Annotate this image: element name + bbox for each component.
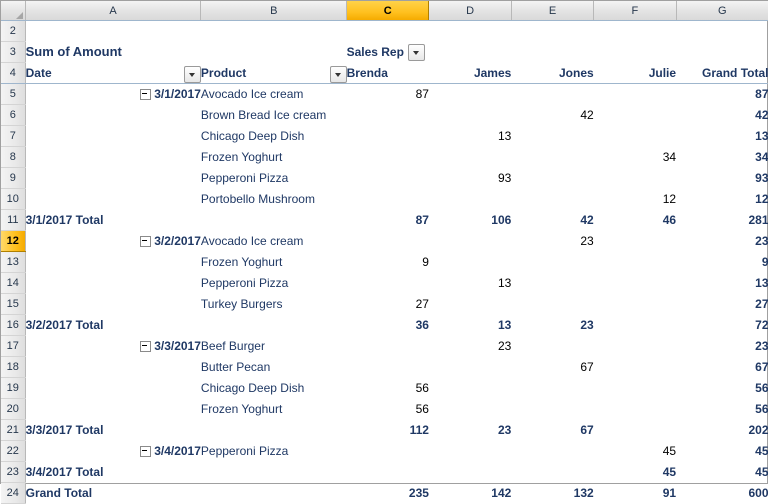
column-header-label-3: Julie <box>594 63 676 84</box>
value-cell-7-4: 13 <box>755 129 768 143</box>
row-field-date-label: Date <box>25 66 52 80</box>
product-cell-13: Frozen Yoghurt <box>200 255 283 269</box>
value-cell-15-4: 27 <box>755 297 768 311</box>
sheet-row-24 <box>1 483 768 504</box>
select-all-corner[interactable] <box>1 1 25 21</box>
value-cell-20-2 <box>511 399 593 420</box>
value-cell-20-3 <box>594 399 676 420</box>
sheet-row-3 <box>1 42 768 63</box>
value-cell-17-4: 23 <box>755 339 768 353</box>
value-cell-24-3: 91 <box>594 483 676 504</box>
collapse-toggle-22[interactable] <box>140 446 151 457</box>
sheet-row-15 <box>1 294 768 315</box>
collapse-toggle-12[interactable] <box>140 236 151 247</box>
product-cell-19: Chicago Deep Dish <box>200 381 305 395</box>
value-cell-19-4: 56 <box>755 381 768 395</box>
collapse-toggle-5[interactable] <box>140 89 151 100</box>
row-header-10[interactable]: 10 <box>1 189 25 210</box>
value-cell-5-3 <box>594 84 676 105</box>
column-header-D[interactable]: D <box>429 1 511 21</box>
date-cell-13 <box>25 252 201 273</box>
value-cell-8-4: 34 <box>755 150 768 164</box>
value-cell-16-2: 23 <box>511 315 593 336</box>
value-cell-16-4: 72 <box>676 315 768 336</box>
value-cell-7-2 <box>511 126 593 147</box>
date-cell-7 <box>25 126 201 147</box>
value-cell-6-4: 42 <box>755 108 768 122</box>
value-cell-17-1: 23 <box>497 339 512 353</box>
value-cell-7-0 <box>347 126 429 147</box>
value-cell-13-2 <box>511 252 593 273</box>
empty-cell <box>201 21 347 42</box>
value-cell-10-1 <box>429 189 511 210</box>
row-header-5[interactable]: 5 <box>1 84 25 105</box>
value-cell-11-4: 281 <box>676 210 768 231</box>
value-cell-10-4: 12 <box>755 192 768 206</box>
sheet-row-7 <box>1 126 768 147</box>
value-cell-11-3: 46 <box>594 210 676 231</box>
product-cell-21 <box>201 420 347 441</box>
product-cell-22: Pepperoni Pizza <box>200 444 289 458</box>
product-cell-16 <box>201 315 347 336</box>
row-header-21[interactable]: 21 <box>1 420 25 441</box>
row-field-date-header <box>25 63 201 84</box>
value-cell-23-4: 45 <box>676 462 768 483</box>
column-header-row <box>1 1 768 21</box>
value-cell-5-4: 87 <box>755 87 768 101</box>
value-cell-17-2 <box>511 336 593 357</box>
sheet-row-13 <box>1 252 768 273</box>
date-cell-9 <box>25 168 201 189</box>
sheet-row-19 <box>1 378 768 399</box>
date-label-22: 3/4/2017 <box>154 444 201 458</box>
value-cell-18-1 <box>429 357 511 378</box>
row-header-15[interactable]: 15 <box>1 294 25 315</box>
sheet-row-5 <box>1 84 768 105</box>
row-header-11[interactable]: 11 <box>1 210 25 231</box>
row-header-12[interactable]: 12 <box>1 231 25 252</box>
product-cell-5: Avocado Ice cream <box>200 87 304 101</box>
column-header-G[interactable]: G <box>676 1 768 21</box>
value-cell-11-0: 87 <box>347 210 429 231</box>
sheet-row-4 <box>1 63 768 84</box>
worksheet-grid <box>1 1 768 504</box>
row-header-8[interactable]: 8 <box>1 147 25 168</box>
value-cell-8-1 <box>429 147 511 168</box>
value-cell-17-3 <box>594 336 676 357</box>
value-cell-6-2: 42 <box>580 108 594 122</box>
value-cell-15-1 <box>429 294 511 315</box>
value-cell-24-4: 600 <box>676 483 768 504</box>
product-cell-23 <box>201 462 347 483</box>
subtotal-label-21: 3/3/2017 Total <box>25 420 201 441</box>
date-cell-8 <box>25 147 201 168</box>
value-cell-9-0 <box>347 168 429 189</box>
value-cell-8-0 <box>347 147 429 168</box>
value-cell-14-3 <box>594 273 676 294</box>
value-cell-5-1 <box>429 84 511 105</box>
value-cell-20-0: 56 <box>415 402 429 416</box>
row-header-6[interactable]: 6 <box>1 105 25 126</box>
empty-cell <box>429 42 511 63</box>
row-header-14[interactable]: 14 <box>1 273 25 294</box>
value-cell-16-0: 36 <box>347 315 429 336</box>
value-cell-10-2 <box>511 189 593 210</box>
column-header-label-0: Brenda <box>347 63 429 84</box>
subtotal-label-23: 3/4/2017 Total <box>25 462 201 483</box>
value-cell-6-1 <box>429 105 511 126</box>
row-header-19[interactable]: 19 <box>1 378 25 399</box>
product-cell-17: Beef Burger <box>200 339 265 353</box>
date-cell-20 <box>25 399 201 420</box>
row-header-4[interactable]: 4 <box>1 63 25 84</box>
empty-cell <box>594 42 676 63</box>
date-cell-10 <box>25 189 201 210</box>
sheet-row-11 <box>1 210 768 231</box>
value-cell-13-3 <box>594 252 676 273</box>
column-header-F[interactable]: F <box>594 1 676 21</box>
value-cell-24-2: 132 <box>511 483 593 504</box>
value-cell-23-0 <box>347 462 429 483</box>
date-cell-17 <box>25 336 201 357</box>
sheet-row-9 <box>1 168 768 189</box>
value-cell-14-2 <box>511 273 593 294</box>
empty-cell <box>347 21 429 42</box>
product-cell-6: Brown Bread Ice cream <box>200 108 327 122</box>
product-cell-15: Turkey Burgers <box>200 297 283 311</box>
value-cell-12-1 <box>429 231 511 252</box>
column-field-label: Sales Rep <box>346 45 404 59</box>
sheet-row-22 <box>1 441 768 462</box>
empty-cell <box>511 42 593 63</box>
row-header-2[interactable]: 2 <box>1 21 25 42</box>
value-cell-9-4: 93 <box>755 171 768 185</box>
product-cell-11 <box>201 210 347 231</box>
value-cell-12-2: 23 <box>580 234 594 248</box>
row-header-22[interactable]: 22 <box>1 441 25 462</box>
product-cell-20: Frozen Yoghurt <box>200 402 283 416</box>
column-header-E[interactable]: E <box>511 1 593 21</box>
corner-triangle-icon <box>16 12 23 19</box>
empty-cell <box>676 42 768 63</box>
product-cell-7: Chicago Deep Dish <box>200 129 305 143</box>
value-cell-22-2 <box>511 441 593 462</box>
column-header-C[interactable]: C <box>347 1 429 21</box>
row-header-20[interactable]: 20 <box>1 399 25 420</box>
sheet-row-14 <box>1 273 768 294</box>
value-cell-19-2 <box>511 378 593 399</box>
pivot-title-cell: Sum of Amount <box>25 44 122 59</box>
date-cell-15 <box>25 294 201 315</box>
row-header-16[interactable]: 16 <box>1 315 25 336</box>
date-cell-6 <box>25 105 201 126</box>
value-cell-23-1 <box>429 462 511 483</box>
product-cell-9: Pepperoni Pizza <box>200 171 289 185</box>
value-cell-22-3: 45 <box>662 444 677 458</box>
value-cell-23-2 <box>511 462 593 483</box>
value-cell-18-2: 67 <box>580 360 594 374</box>
value-cell-13-0: 9 <box>422 255 429 269</box>
value-cell-19-0: 56 <box>415 381 429 395</box>
column-header-A[interactable]: A <box>25 1 201 21</box>
value-cell-13-1 <box>429 252 511 273</box>
value-cell-11-2: 42 <box>511 210 593 231</box>
value-cell-9-2 <box>511 168 593 189</box>
row-field-product-header <box>201 63 347 84</box>
value-cell-18-0 <box>347 357 429 378</box>
value-cell-7-3 <box>594 126 676 147</box>
date-cell-18 <box>25 357 201 378</box>
date-cell-12 <box>25 231 201 252</box>
value-cell-6-3 <box>594 105 676 126</box>
column-field-box <box>347 44 425 60</box>
row-header-3[interactable]: 3 <box>1 42 25 63</box>
product-cell-8: Frozen Yoghurt <box>200 150 283 164</box>
value-cell-15-3 <box>594 294 676 315</box>
row-header-7[interactable]: 7 <box>1 126 25 147</box>
column-header-B[interactable]: B <box>201 1 347 21</box>
value-cell-21-0: 112 <box>347 420 429 441</box>
subtotal-label-16: 3/2/2017 Total <box>25 315 201 336</box>
row-header-23[interactable]: 23 <box>1 462 25 483</box>
column-header-label-2: Jones <box>511 63 593 84</box>
date-cell-5 <box>25 84 201 105</box>
date-cell-19 <box>25 378 201 399</box>
subtotal-label-11: 3/1/2017 Total <box>25 210 201 231</box>
column-field-filter-button[interactable] <box>408 44 425 61</box>
value-cell-21-4: 202 <box>676 420 768 441</box>
value-cell-6-0 <box>347 105 429 126</box>
value-cell-18-4: 67 <box>755 360 768 374</box>
collapse-toggle-17[interactable] <box>140 341 151 352</box>
date-filter-button[interactable] <box>184 66 201 83</box>
selected-cell-C12[interactable] <box>347 231 429 252</box>
value-cell-11-1: 106 <box>429 210 511 231</box>
sheet-row-2 <box>1 21 768 42</box>
row-header-18[interactable]: 18 <box>1 357 25 378</box>
value-cell-10-0 <box>347 189 429 210</box>
column-header-label-4: Grand Total <box>676 63 768 84</box>
value-cell-22-0 <box>347 441 429 462</box>
product-cell-12: Avocado Ice cream <box>200 234 304 248</box>
empty-cell <box>25 21 201 42</box>
value-cell-10-3: 12 <box>662 192 677 206</box>
value-cell-22-4: 45 <box>755 444 768 458</box>
row-header-24[interactable]: 24 <box>1 483 25 504</box>
value-cell-23-3: 45 <box>594 462 676 483</box>
sheet-row-21 <box>1 420 768 441</box>
value-cell-21-3 <box>594 420 676 441</box>
product-cell-10: Portobello Mushroom <box>200 192 315 206</box>
value-cell-7-1: 13 <box>497 129 512 143</box>
value-cell-9-3 <box>594 168 676 189</box>
empty-cell <box>676 21 768 42</box>
sheet-row-23 <box>1 462 768 483</box>
value-cell-17-0 <box>347 336 429 357</box>
column-field-cell <box>347 42 429 63</box>
value-cell-13-4: 9 <box>761 255 768 269</box>
date-cell-22 <box>25 441 201 462</box>
value-cell-21-2: 67 <box>511 420 593 441</box>
product-filter-button[interactable] <box>330 66 347 83</box>
sheet-row-6 <box>1 105 768 126</box>
value-cell-16-1: 13 <box>429 315 511 336</box>
date-cell-14 <box>25 273 201 294</box>
row-header-9[interactable]: 9 <box>1 168 25 189</box>
sheet-row-8 <box>1 147 768 168</box>
row-field-product-label: Product <box>200 66 247 80</box>
sheet-row-10 <box>1 189 768 210</box>
row-header-13[interactable]: 13 <box>1 252 25 273</box>
value-cell-9-1: 93 <box>497 171 512 185</box>
value-cell-19-3 <box>594 378 676 399</box>
value-cell-15-2 <box>511 294 593 315</box>
value-cell-8-3: 34 <box>662 150 677 164</box>
value-cell-12-3 <box>594 231 676 252</box>
value-cell-5-0: 87 <box>415 87 429 101</box>
product-cell-18: Butter Pecan <box>200 360 271 374</box>
value-cell-20-4: 56 <box>755 402 768 416</box>
column-header-label-1: James <box>429 63 511 84</box>
value-cell-12-4: 23 <box>755 234 768 248</box>
value-cell-20-1 <box>429 399 511 420</box>
row-header-17[interactable]: 17 <box>1 336 25 357</box>
product-cell-24 <box>201 483 347 504</box>
value-cell-14-0 <box>347 273 429 294</box>
sheet-row-18 <box>1 357 768 378</box>
value-cell-14-4: 13 <box>755 276 768 290</box>
date-label-12: 3/2/2017 <box>154 234 201 248</box>
value-cell-8-2 <box>511 147 593 168</box>
date-label-5: 3/1/2017 <box>154 87 201 101</box>
empty-cell <box>594 21 676 42</box>
value-cell-14-1: 13 <box>497 276 512 290</box>
empty-cell <box>429 21 511 42</box>
value-cell-24-0: 235 <box>347 483 429 504</box>
value-cell-22-1 <box>429 441 511 462</box>
sheet-row-12 <box>1 231 768 252</box>
empty-cell <box>511 21 593 42</box>
value-cell-15-0: 27 <box>415 297 429 311</box>
value-cell-21-1: 23 <box>429 420 511 441</box>
value-cell-5-2 <box>511 84 593 105</box>
sheet-row-20 <box>1 399 768 420</box>
sheet-row-16 <box>1 315 768 336</box>
value-cell-24-1: 142 <box>429 483 511 504</box>
sheet-row-17 <box>1 336 768 357</box>
value-cell-19-1 <box>429 378 511 399</box>
empty-cell <box>201 42 347 63</box>
value-cell-16-3 <box>594 315 676 336</box>
value-cell-18-3 <box>594 357 676 378</box>
subtotal-label-24: Grand Total <box>25 483 201 504</box>
date-label-17: 3/3/2017 <box>154 339 201 353</box>
product-cell-14: Pepperoni Pizza <box>200 276 289 290</box>
